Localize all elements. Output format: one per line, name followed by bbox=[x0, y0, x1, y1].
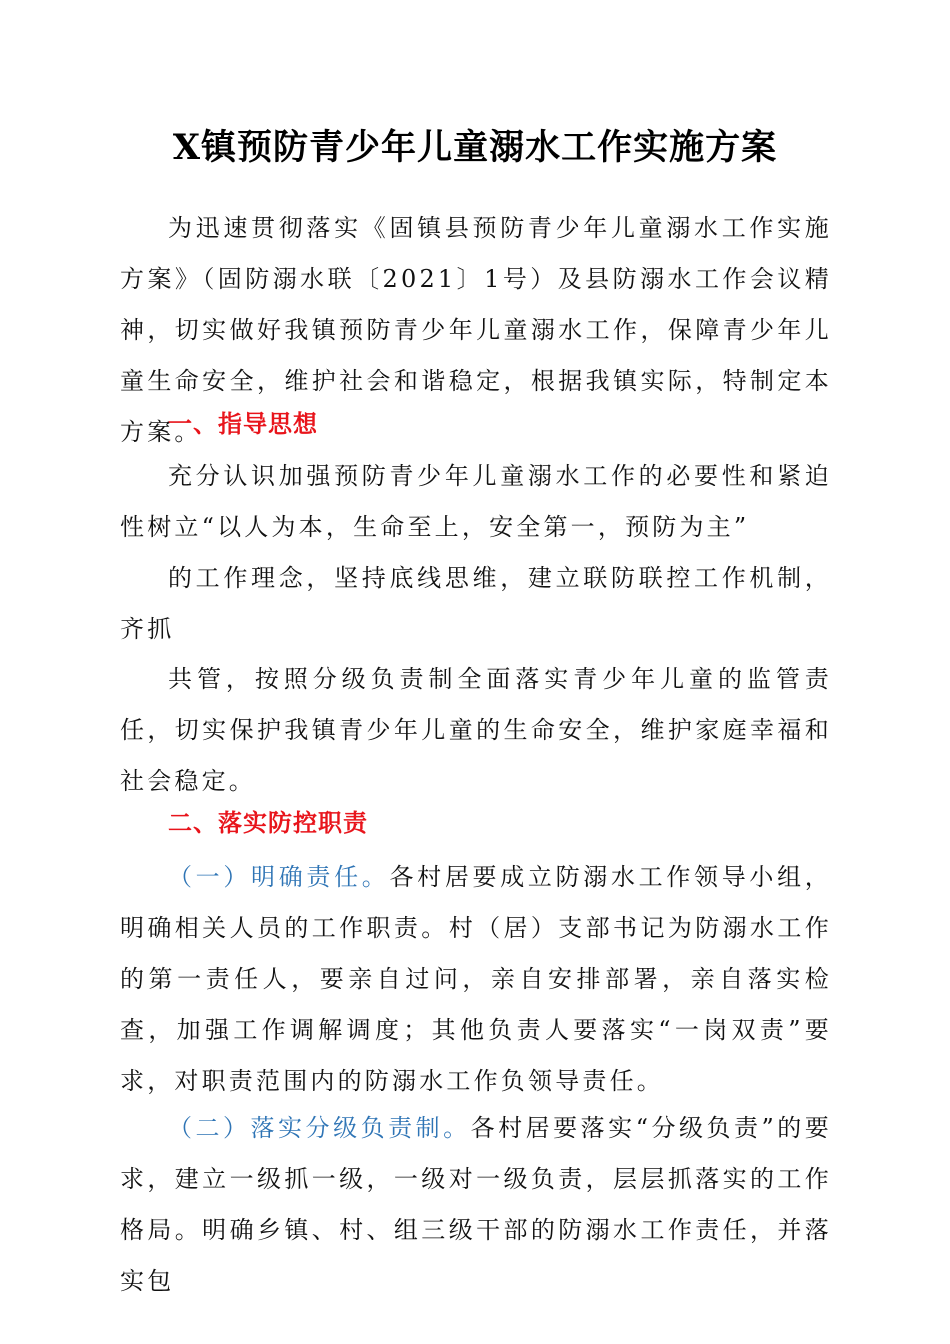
document-title: X镇预防青少年儿童溺水工作实施方案 bbox=[172, 127, 778, 168]
intro-paragraph: 为迅速贯彻落实《固镇县预防青少年儿童溺水工作实施方案》（固防溺水联〔2021〕1号）及县防溺水工作会议精神，切实做好我镇预防青少年儿童溺水工作，保障青少年儿童生命安全，维护社会和谐稳定，根据我镇实际，特制定本方案。 bbox=[120, 214, 832, 446]
guiding-ideology-paragraph-1: 充分认识加强预防青少年儿童溺水工作的必要性和紧迫性树立“以人为本，生命至上，安全第一，预防为主” bbox=[120, 462, 832, 541]
section-heading-guiding-ideology: 一、指导思想 bbox=[168, 410, 318, 438]
duty-item-2-label: （二）落实分级负责制。 bbox=[168, 1114, 471, 1142]
duty-item-1-text: 各村居要成立防溺水工作领导小组，明确相关人员的工作职责。村（居）支部书记为防溺水工作的第一责任人，要亲自过问，亲自安排部署，亲自落实检查，加强工作调解调度；其他负责人要落实“一岗双责”要求，对职责范围内的防溺水工作负领导责任。 bbox=[120, 863, 832, 1095]
duty-item-2-text: 各村居要落实“分级负责”的要求，建立一级抓一级，一级对一级负责，层层抓落实的工作格局。明确乡镇、村、组三级干部的防溺水工作责任，并落实包 bbox=[120, 1114, 833, 1295]
guiding-ideology-paragraph-2: 的工作理念，坚持底线思维，建立联防联控工作机制，齐抓 bbox=[120, 564, 832, 643]
section-heading-prevention-duties: 二、落实防控职责 bbox=[168, 809, 368, 837]
guiding-ideology-paragraph-3: 共管，按照分级负责制全面落实青少年儿童的监管责任，切实保护我镇青少年儿童的生命安全，维护家庭幸福和社会稳定。 bbox=[120, 665, 832, 795]
duty-item-2-paragraph bbox=[120, 1103, 832, 1307]
duty-item-1-paragraph bbox=[120, 852, 832, 1107]
duty-item-1-label: （一）明确责任。 bbox=[168, 863, 390, 891]
